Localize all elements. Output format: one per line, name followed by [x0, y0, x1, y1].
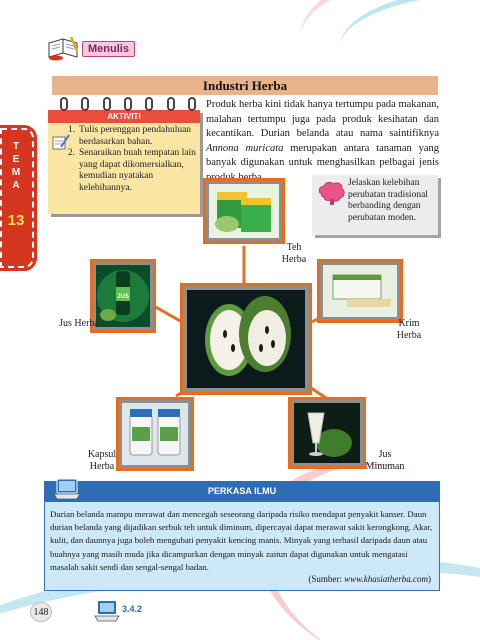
caption-jus-herba: Jus Herba: [59, 318, 99, 329]
intro-text-2: merupakan antara tanaman yang banyak digunakan untuk menghasilkan pelbagai jenis: [206, 142, 439, 169]
section-label-menulis: Menulis: [82, 41, 135, 57]
tema-letter: M: [11, 167, 21, 178]
photo-jus-minuman: [288, 397, 366, 469]
source-prefix: (Sumber:: [308, 574, 345, 584]
durian-fruit-image: [187, 290, 305, 388]
perkasa-ilmu-text: Durian belanda mampu merawat dan mencegah seseorang daripada risiko mendapat penyakit kanser. Daun durian belanda yang dijadikan serbuk teh untuk diminum, dipercayai dapat merawat sakit kerongkong. Akar, kulit, dan daunnya juga boleh mengubati penyakit kencing manis. Minyak yang terhasil daripada daun atau buahnya yang masih muda jika dicampurkan dengan minyak zaitun dapat digunakan untuk mengatasi masalah sakit sendi dan sengal-sengal badan.: [50, 509, 433, 572]
aktiviti-heading: AKTIVITI: [48, 110, 200, 123]
photo-krim-herba: [317, 259, 403, 323]
caption-krim-herba: Krim Herba: [396, 318, 422, 341]
juice-drink-image: [294, 403, 360, 463]
laptop-icon: [52, 475, 82, 503]
source-suffix: ): [428, 574, 431, 584]
caption-teh-herba: Teh Herba: [281, 242, 307, 265]
page-number: 148: [30, 602, 52, 622]
item-number: 1.: [67, 125, 75, 135]
caption-jus-minuman: Jus Minuman: [365, 449, 405, 472]
tip-text: Jelaskan kelebihan perubatan tradisional berbanding dengan perubatan moden.: [348, 178, 428, 223]
source-citation: [50, 574, 431, 584]
photo-durian-belanda: [180, 283, 312, 395]
source-link[interactable]: www.khasiatherba.com: [344, 574, 428, 584]
tema-letter: A: [12, 180, 20, 191]
cream-box-image: [323, 265, 397, 317]
photo-kapsul-herba: [116, 397, 194, 471]
skill-code: 3.4.2: [122, 604, 143, 614]
tema-letter: T: [12, 141, 20, 152]
item-text: Senaraikan buah tempatan lain yang dapat dikomersialkan, kemudian nyatakan kelebihannya.: [79, 148, 196, 193]
caption-kapsul-herba: Kapsul Herba: [87, 449, 117, 472]
scientific-name: Annona muricata: [206, 142, 284, 154]
intro-text-1: Produk herba kini tidak hanya tertumpu pada makanan, malahan tertumpu juga pada produk kesihatan dan kecantikan. Durian belanda atau nama saintifiknya: [206, 99, 439, 140]
computer-icon: [92, 598, 122, 624]
juice-bottle-image: [96, 265, 150, 327]
tea-box-image: [209, 184, 279, 238]
item-number: 2.: [67, 148, 75, 158]
tema-letter: E: [12, 154, 20, 165]
tema-number: 13: [7, 212, 25, 229]
bottle-label: JUS: [117, 294, 129, 300]
perkasa-ilmu-heading: PERKASA ILMU: [44, 481, 440, 502]
item-text: Tulis perenggan pendahuluan berdasarkan bahan.: [79, 125, 192, 147]
page-title: Industri Herba: [202, 78, 288, 93]
photo-teh-herba: [203, 178, 285, 244]
capsule-bottle-image: [122, 403, 188, 465]
